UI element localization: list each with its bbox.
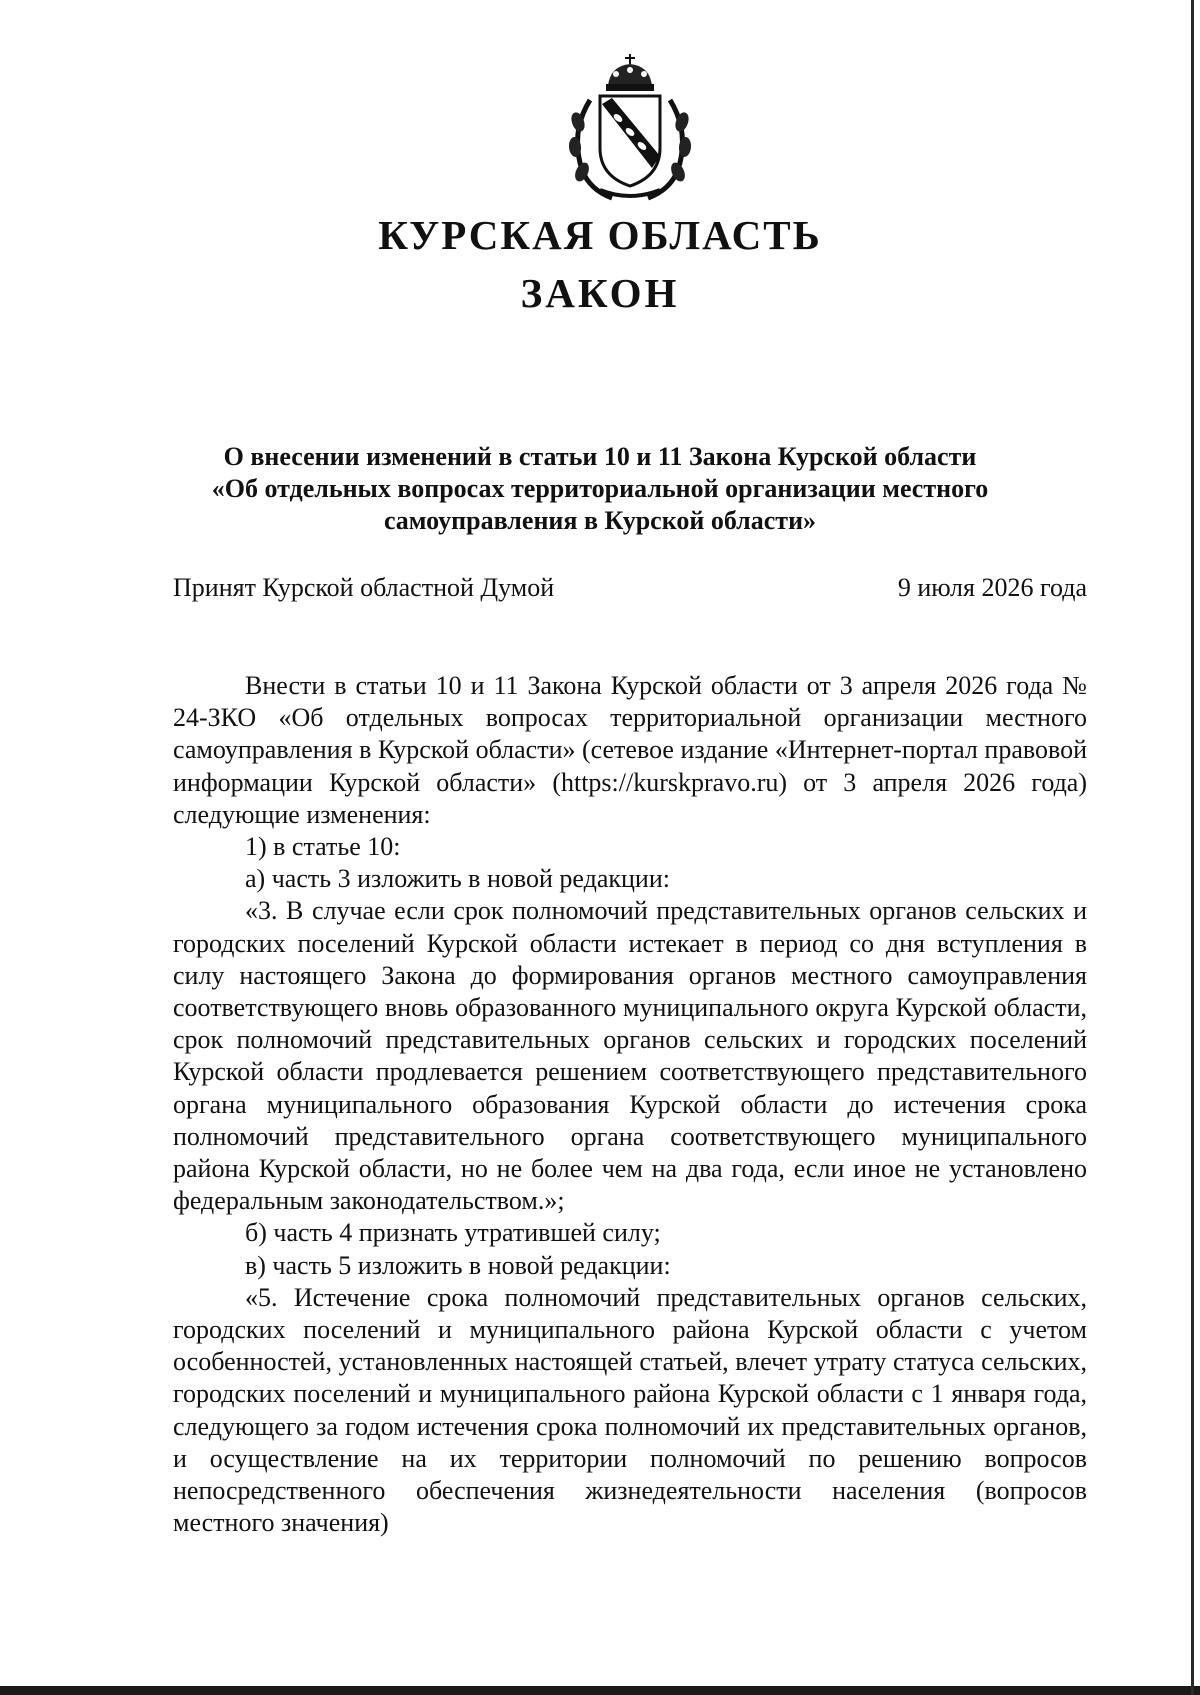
body-paragraph: б) часть 4 признать утратившей силу;	[245, 1218, 661, 1248]
law-title-line: О внесении изменений в статьи 10 и 11 Закона Курской области	[223, 442, 977, 471]
document-type-heading: ЗАКОН	[520, 270, 680, 316]
law-title-line: самоуправления в Курской области»	[383, 506, 817, 535]
body-paragraph: «5. Истечение срока полномочий представительных органов сельских, городских поселений и муниципального района Курской области с учетом особенностей, установленных настоящей статьей, влечет утрату статуса сельских, городских поселений и муниципального района Курской области с 1 января года, следующего за годом истечения срока полномочий их представительных органов, и осуществление на их территории полномочий по решению вопросов непосредственного обеспечения жизнедеятельности населения (вопросов местного значения)	[173, 1282, 1087, 1538]
law-title-line: «Об отдельных вопросах территориальной организации местного	[211, 474, 989, 503]
law-body	[173, 670, 1087, 1539]
kursk-coat-of-arms-icon	[560, 52, 700, 202]
region-title: КУРСКАЯ ОБЛАСТЬ	[378, 212, 822, 258]
scan-border-bottom	[0, 1686, 1200, 1695]
body-paragraph: а) часть 3 изложить в новой редакции:	[245, 864, 670, 894]
adoption-date: 9 июля 2026 года	[897, 573, 1087, 602]
body-paragraph: 1) в статье 10:	[245, 832, 401, 862]
law-title	[160, 441, 1040, 537]
body-paragraph: в) часть 5 изложить в новой редакции:	[245, 1250, 671, 1280]
adopted-by: Принят Курской областной Думой	[173, 573, 555, 602]
body-paragraph: «3. В случае если срок полномочий представительных органов сельских и городских поселений Курской области истекает в период со дня вступления в силу настоящего Закона до формирования органов местного самоуправления соответствующего вновь образованного муниципального округа Курской области, срок полномочий представительных органов сельских и городских поселений Курской области продлевается решением соответствующего представительного органа муниципального образования Курской области до истечения срока полномочий представительного органа соответствующего муниципального района Курской области, но не более чем на два года, если иное не установлено федеральным законодательством.»;	[173, 896, 1087, 1216]
body-paragraph: Внести в статьи 10 и 11 Закона Курской области от 3 апреля 2026 года № 24-ЗКО «Об отдельных вопросах территориальной организации местного самоуправления в Курской области» (сетевое издание «Интернет-портал правовой информации Курской области» (https://kurskpravo.ru) от 3 апреля 2026 года) следующие изменения:	[173, 671, 1087, 829]
scan-border-right	[1191, 0, 1194, 1695]
